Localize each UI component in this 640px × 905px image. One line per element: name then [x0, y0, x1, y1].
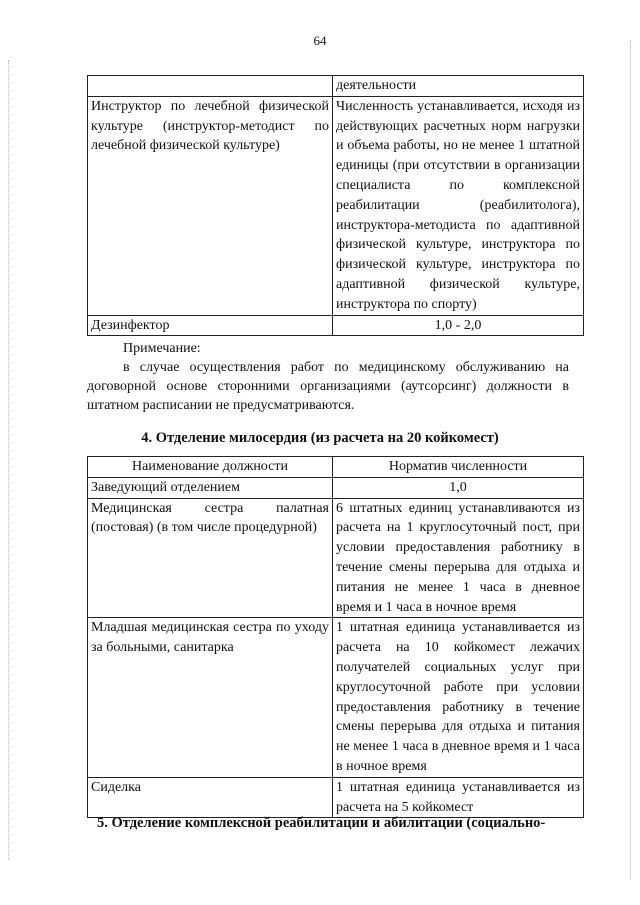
scan-edge-left [8, 60, 9, 860]
norm-cell: деятельности [333, 76, 584, 97]
position-cell: Заведующий отделением [88, 477, 333, 498]
position-cell: Медицинская сестра палатная (постовая) (в том числе процедурной) [88, 498, 333, 618]
column-header-position: Наименование должности [88, 457, 333, 478]
column-header-norm: Норматив численности [333, 457, 584, 478]
position-cell: Инструктор по лечебной физической культуре (инструктор-методист по лечебной физической культуре) [88, 96, 333, 315]
table-header-row [88, 457, 584, 478]
norm-cell: 1 штатная единица устанавливается из расчета на 10 койкомест лежачих получателей социальных услуг при круглосуточной работе при условии предоставления работнику в течение смены перерыва для отдыха и питания не менее 1 часа в дневное время и 1 часа в ночное время [333, 618, 584, 777]
note-text: в случае осуществления работ по медицинскому обслуживанию на договорной основе сторонними организациями (аутсорсинг) должности в штатном расписании не предусматриваются. [87, 360, 569, 413]
position-cell [88, 76, 333, 97]
table-row [88, 96, 584, 315]
scan-edge-right [630, 40, 631, 880]
note-label: Примечание: [123, 341, 201, 356]
table-row [88, 76, 584, 97]
section-5-heading: 5. Отделение комплексной реабилитации и абилитации (социально- [97, 815, 546, 831]
table-row [88, 498, 584, 618]
table-row [88, 315, 584, 336]
table-row [88, 777, 584, 818]
table-row [88, 477, 584, 498]
position-cell: Сиделка [88, 777, 333, 818]
table-row [88, 618, 584, 777]
norm-cell: 1,0 - 2,0 [333, 315, 584, 336]
position-cell: Дезинфектор [88, 315, 333, 336]
norm-cell: 6 штатных единиц устанавливаются из расчета на 1 круглосуточный пост, при условии предоставления работнику в течение смены перерыва для отдыха и питания не менее 1 часа в дневное время и 1 часа в ночное время [333, 498, 584, 618]
page-number: 64 [313, 33, 327, 48]
norm-cell: Численность устанавливается, исходя из действующих расчетных норм нагрузки и объема работы, но не менее 1 штатной единицы (при отсутствии в организации специалиста по комплексной реабилитации (реабилитолога), инструктора-методиста по адаптивной физической культуре, инструктора по физической культуре, инструктора по адаптивной физической культуре, инструктора по спорту) [333, 96, 584, 315]
staffing-table-section-4 [87, 456, 584, 818]
position-cell: Младшая медицинская сестра по уходу за больными, санитарка [88, 618, 333, 777]
staffing-table-continued [87, 75, 584, 336]
section-4-heading: 4. Отделение милосердия (из расчета на 20 койкомест) [141, 430, 499, 446]
norm-cell: 1 штатная единица устанавливается из расчета на 5 койкомест [333, 777, 584, 818]
norm-cell: 1,0 [333, 477, 584, 498]
